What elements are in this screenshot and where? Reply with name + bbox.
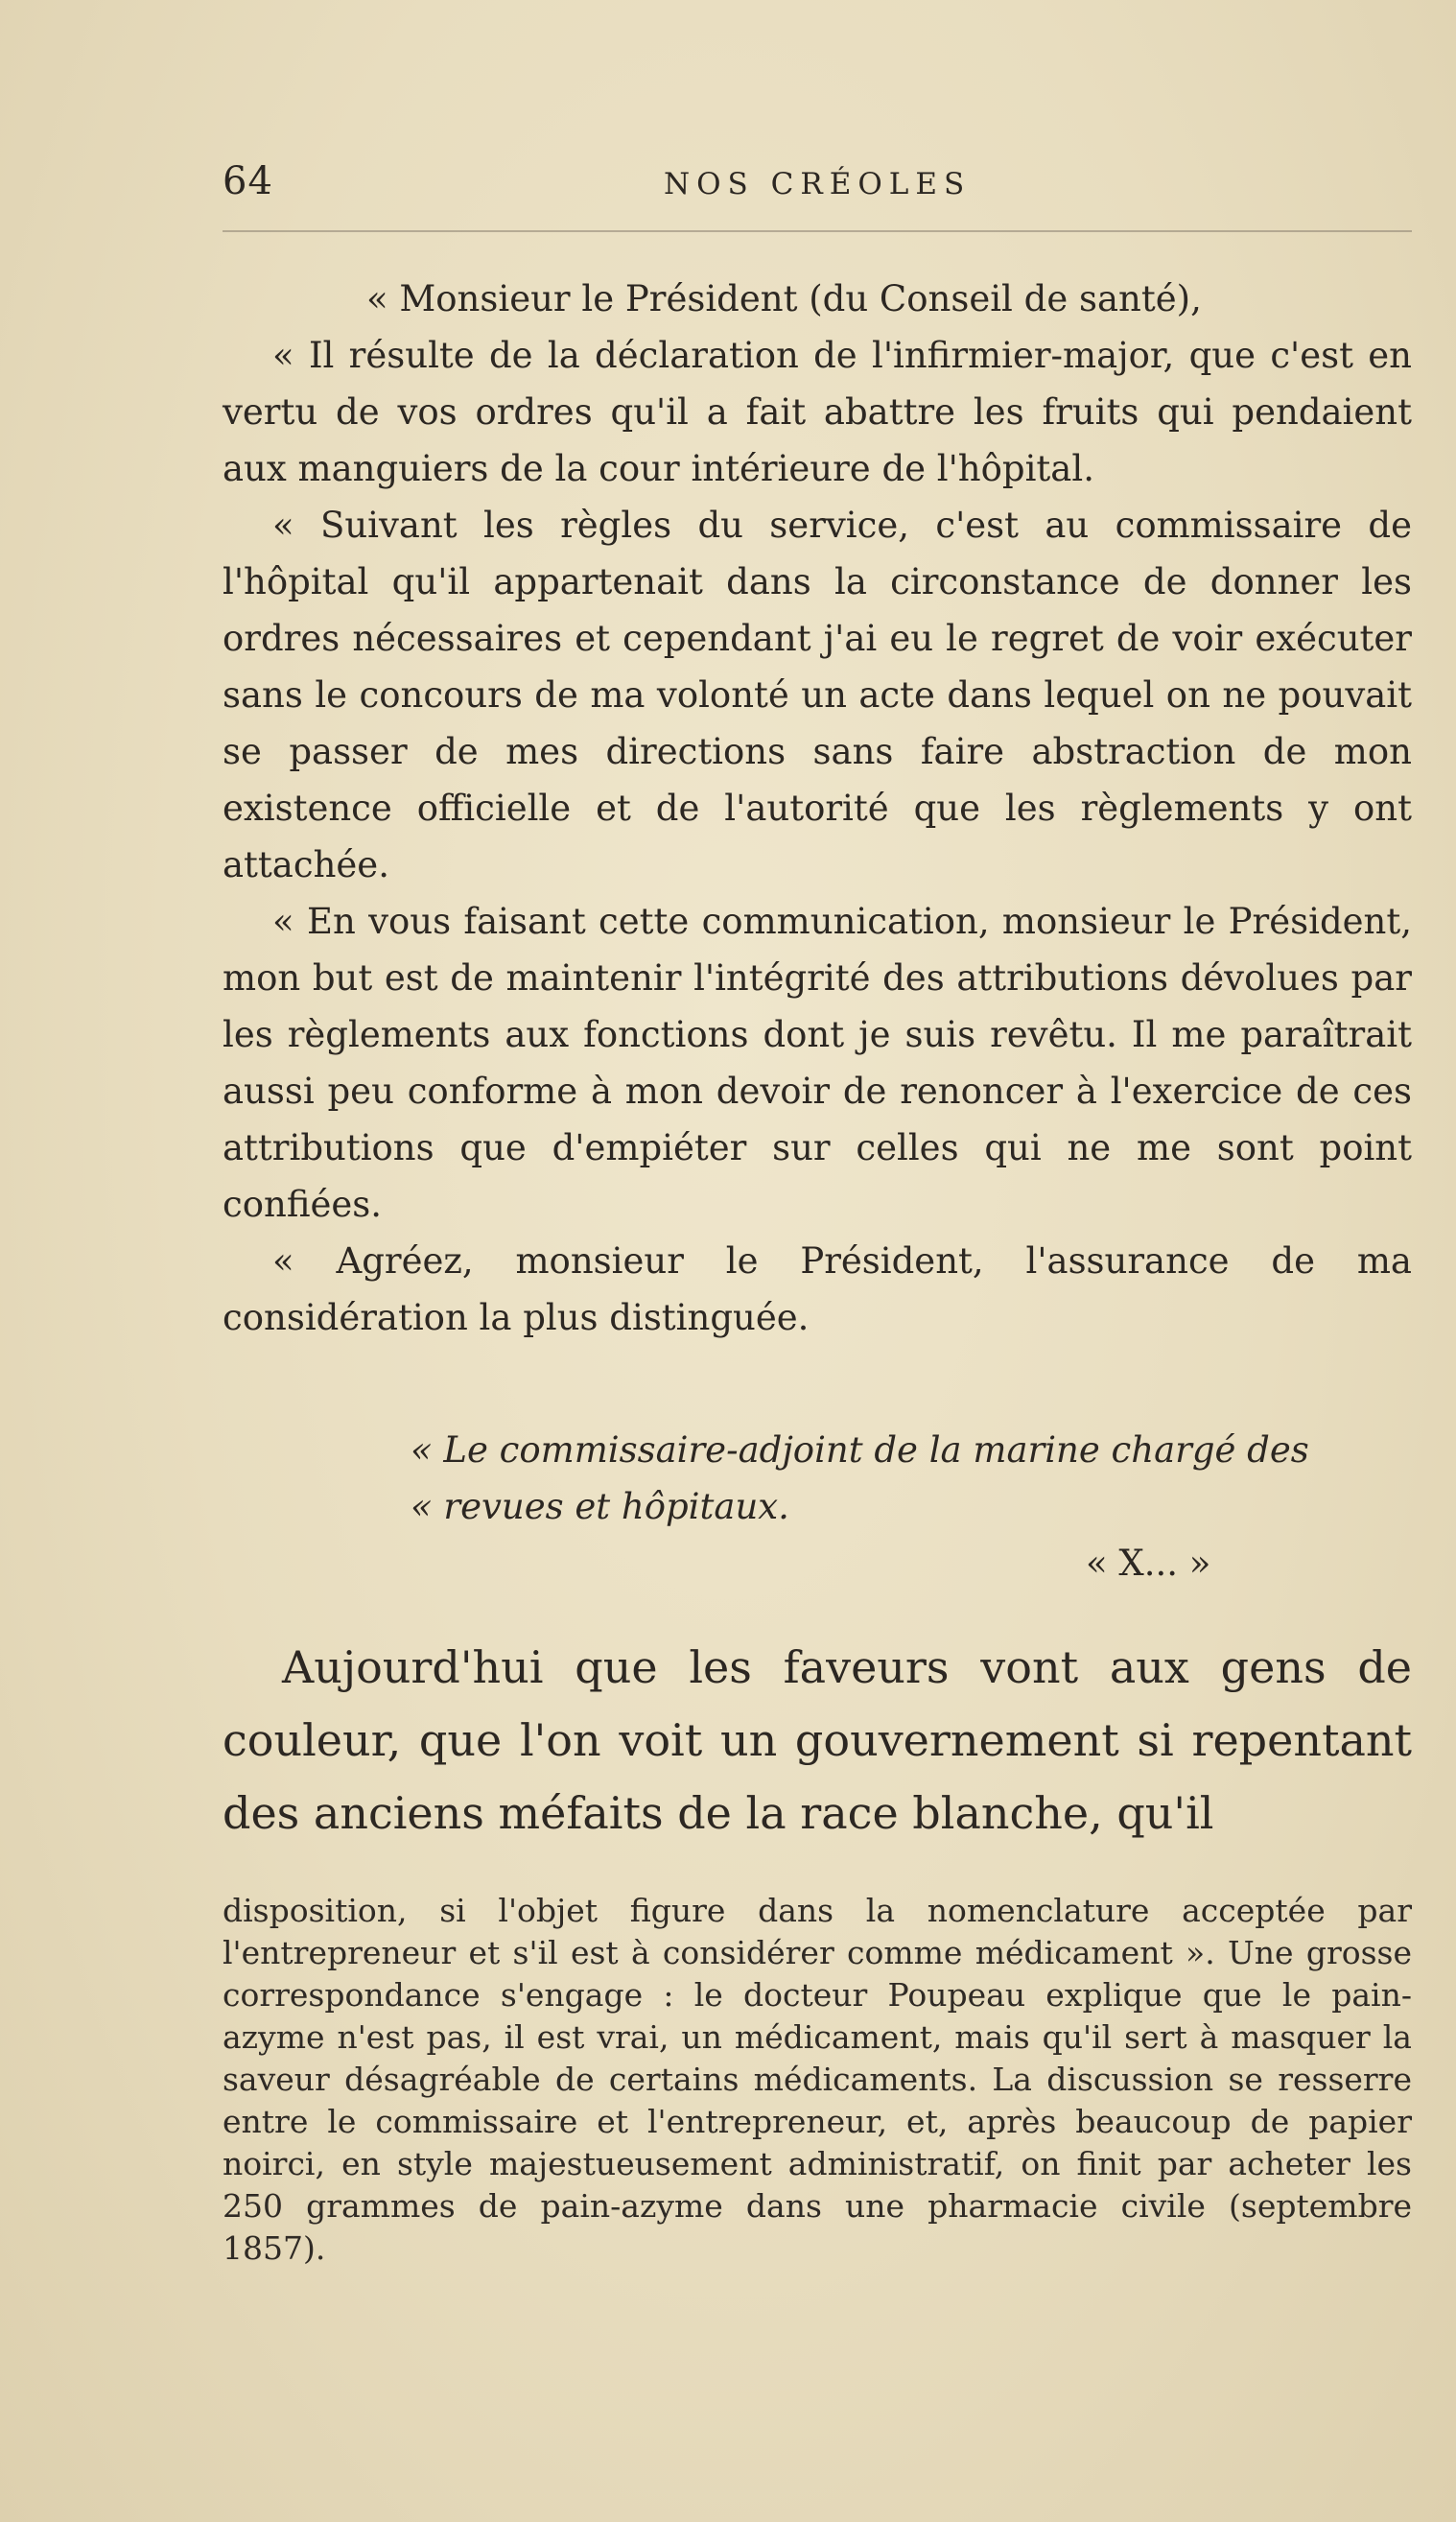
letter-closing: « Agréez, monsieur le Président, l'assurance de ma considération la plus distinguée. <box>223 1240 1412 1338</box>
signature-name: « X... » <box>1086 1543 1211 1584</box>
signature-title-line: « revues et hôpitaux. <box>411 1486 789 1527</box>
letter-salutation: « Monsieur le Président (du Conseil de santé), <box>366 278 1202 319</box>
main-text <box>223 1631 1412 1850</box>
main-paragraph: Aujourd'hui que les faveurs vont aux gens de couleur, que l'on voit un gouvernement si repentant des anciens méfaits de la race blanche, qu'il <box>223 1641 1412 1839</box>
letter-body <box>223 271 1412 1346</box>
letter-paragraph: « Il résulte de la déclaration de l'infirmier-major, que c'est en vertu de vos ordres qu'il a fait abattre les fruits qui pendaient aux manguiers de la cour intérieure de l'hôpital. <box>223 335 1412 489</box>
letter-paragraph: « Suivant les règles du service, c'est au commissaire de l'hôpital qu'il appartenait dans la circonstance de donner les ordres nécessaires et cependant j'ai eu le regret de voir exécuter sans le concours de ma volonté un acte dans lequel on ne pouvait se passer de mes directions sans faire abstraction de mon existence officielle et de l'autorité que les règlements y ont attachée. <box>223 505 1412 885</box>
page-number: 64 <box>223 159 273 203</box>
footnote-text: disposition, si l'objet figure dans la nomenclature acceptée par l'entrepreneur et s'il est à considérer comme médicament ». Une grosse correspondance s'engage : le docteur Poupeau explique que le pain-azyme n'est pas, il est vrai, un médicament, mais qu'il sert à masquer la saveur désagréable de certains médicaments. La discussion se resserre entre le commissaire et l'entrepreneur, et, après beaucoup de papier noirci, en style majestueusement administratif, on finit par acheter les 250 grammes de pain-azyme dans une pharmacie civile (septembre 1857). <box>223 1892 1412 2267</box>
running-title: NOS CRÉOLES <box>664 167 972 201</box>
footnote <box>223 1890 1412 2270</box>
letter-paragraph: « En vous faisant cette communication, monsieur le Président, mon but est de maintenir l'intégrité des attributions dévolues par les règlements aux fonctions dont je suis revêtu. Il me paraîtrait aussi peu conforme à mon devoir de renoncer à l'exercice de ces attributions que d'empiéter sur celles qui ne me sont point confiées. <box>223 901 1412 1225</box>
letter-signature <box>223 1422 1412 1591</box>
header-rule <box>223 230 1412 232</box>
page-header <box>223 152 1412 209</box>
signature-title-line: « Le commissaire-adjoint de la marine chargé des <box>411 1429 1309 1471</box>
